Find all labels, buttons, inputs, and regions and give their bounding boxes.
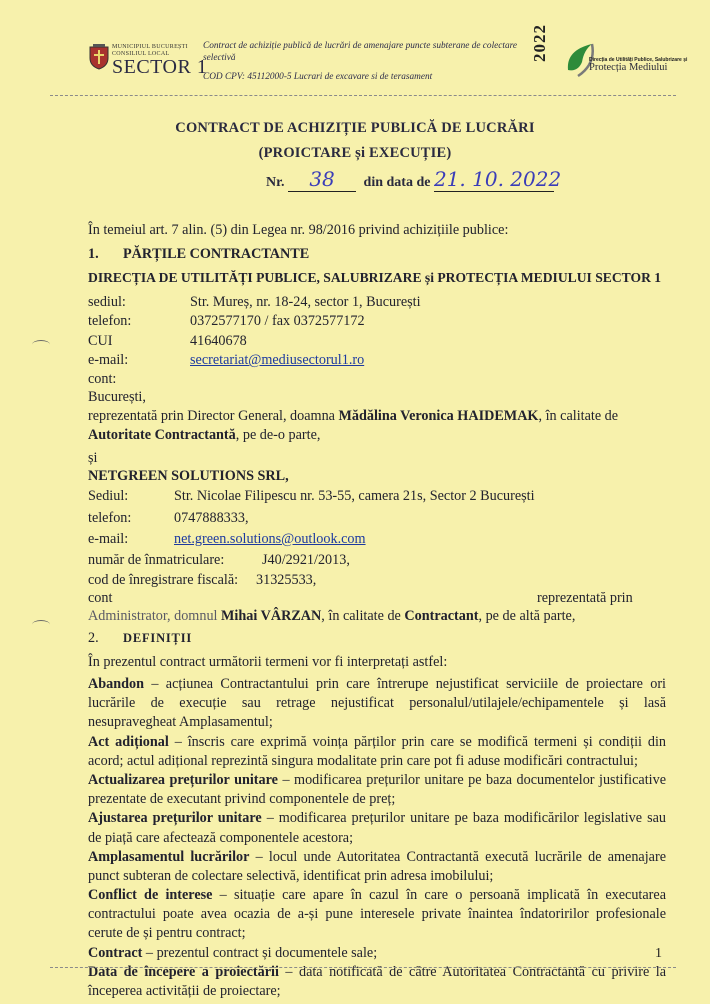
definition-term: Data de începere a proiectării	[88, 963, 279, 980]
definition-line: Act adițional – înscris care exprimă voința părților prin care se modifică termeni și condiții din	[88, 733, 666, 750]
contractor-address: Str. Nicolae Filipescu nr. 53-55, camera 21s, Sector 2 București	[174, 488, 535, 504]
contractor-label-telefon: telefon:	[88, 510, 132, 526]
definition-line: Data de începere a proiectării – data notificată de către Autoritatea Contractantă cu privire la	[88, 963, 666, 980]
contractor-representative	[88, 608, 575, 625]
cif-number: 31325533,	[256, 572, 317, 588]
definitions-list	[88, 675, 666, 1001]
authority-city: București,	[88, 389, 146, 405]
definition-line: Amplasamentul lucrărilor – locul unde Autoritatea Contractantă execută lucrările de amenajare	[88, 848, 666, 865]
rep-text: reprezentată prin Director General, doamna	[88, 408, 339, 424]
reg-number: J40/2921/2013,	[262, 552, 350, 568]
header-divider	[50, 95, 676, 96]
date-label: din data de	[363, 175, 431, 190]
section2-heading: DEFINIȚII	[123, 631, 193, 645]
authority-phone: 0372577170 / fax 0372577172	[190, 313, 365, 329]
footer-divider	[50, 967, 676, 968]
reg-label: număr de înmatriculare:	[88, 552, 225, 568]
contract-number-handwritten: 38	[288, 167, 356, 192]
definition-line: de piață care afectează componentele acestora;	[88, 829, 354, 846]
header-subject	[203, 40, 523, 83]
org-line-municipality: MUNICIPIUL BUCUREȘTI	[112, 44, 188, 50]
cif-label: cod de înregistrare fiscală:	[88, 572, 239, 588]
document-subtitle: (PROICTARE și EXECUȚIE)	[258, 145, 452, 161]
definition-line: punct subteran de colectare selectivă, identificat prin adresa imobilului;	[88, 867, 494, 884]
contract-date-handwritten: 21. 10. 2022	[433, 167, 562, 191]
coat-of-arms-icon	[88, 44, 110, 70]
admin-role: Contractant	[404, 608, 479, 624]
page-number: 1	[655, 946, 662, 961]
rep-text-post: , în calitate de	[538, 408, 619, 424]
admin-name: Mihai VÂRZAN	[221, 608, 322, 624]
authority-name: DIRECȚIA DE UTILITĂȚI PUBLICE, SALUBRIZARE și PROTECȚIA MEDIULUI SECTOR 1	[88, 270, 662, 285]
definition-line: acord; actul adițional reprezintă singura modalitate prin care pot fi aduse modificări contractului;	[88, 752, 638, 769]
definition-term: Abandon	[88, 676, 144, 692]
definition-line: Ajustarea prețurilor unitare – modificarea prețurilor unitare pe baza modificărilor legislative sau	[88, 810, 666, 827]
contractor-phone: 0747888333,	[174, 510, 249, 526]
authority-label-email: e-mail:	[88, 352, 129, 368]
section2-number: 2.	[88, 630, 99, 646]
punch-hole-mark	[32, 620, 50, 629]
definition-line: nesupravegheat Amplasamentul;	[88, 714, 273, 731]
definition-line: lucrările de execuție sau retrage nejustificat personalul/utilajele/echipamentele și lasă	[88, 695, 666, 712]
section1-heading: PĂRȚILE CONTRACTANTE	[123, 246, 310, 262]
definition-line: Contract – prezentul contract și documentele sale;	[88, 944, 378, 961]
authority-label-telefon: telefon:	[88, 313, 132, 329]
definition-line: prezentate de executant privind componentele de preț;	[88, 791, 396, 808]
definition-line: începerea activității de proiectare;	[88, 983, 281, 999]
authority-role-rest: , pe de-o parte,	[235, 427, 321, 443]
definitions-intro: În prezentul contract următorii termeni vor fi interpretați astfel:	[88, 654, 448, 670]
definition-term: Actualizarea prețurilor unitare	[88, 771, 278, 788]
header-logo-dupsmp	[562, 40, 688, 84]
contract-number-line	[266, 167, 562, 192]
nr-label: Nr.	[266, 175, 285, 190]
definition-line: Conflict de interese – situație care apare în cazul în care o persoană implicată în executarea	[88, 887, 666, 904]
contractor-label-sediul: Sediul:	[88, 488, 129, 504]
authority-label-cont: cont:	[88, 371, 117, 387]
section1-number: 1.	[88, 246, 99, 262]
logo-name: Protecția Mediului	[589, 62, 668, 73]
definition-line: cerute de și pentru contract;	[88, 925, 246, 942]
contractor-label-email: e-mail:	[88, 531, 129, 547]
definition-line: contractului poate avea ocazia de a-și pune interesele private înaintea îndatoririlor profesionale	[88, 906, 666, 923]
authority-cui: 41640678	[190, 333, 247, 349]
header-year: 2022	[530, 24, 549, 62]
logo-small-text: Direcția de Utilități Publice, Salubrizare și	[589, 57, 688, 63]
contractor-cont-label: cont	[88, 590, 113, 606]
authority-representative	[88, 408, 618, 425]
definition-line: Abandon – acțiunea Contractantului prin care întrerupe nejustificat serviciile de proiectare ori	[88, 676, 666, 692]
contractor-name: NETGREEN SOLUTIONS SRL,	[88, 468, 289, 484]
cpv-code: COD CPV: 45112000-5 Lucrari de excavare si de terasament	[203, 72, 433, 82]
authority-role	[88, 427, 320, 444]
definition-line: Actualizarea prețurilor unitare – modificarea prețurilor unitare pe baza documentelor justificative	[88, 771, 666, 788]
authority-label-sediul: sediul:	[88, 294, 126, 310]
definition-term: Contract	[88, 944, 143, 961]
document-title: CONTRACT DE ACHIZIȚIE PUBLICĂ DE LUCRĂRI	[175, 120, 535, 136]
definition-term: Act adițional	[88, 733, 169, 750]
subject-line: Contract de achiziție publică de lucrări de amenajare puncte subterane de colectare	[203, 41, 518, 51]
contractor-email-link[interactable]: net.green.solutions@outlook.com	[174, 531, 366, 547]
punch-hole-mark	[32, 340, 50, 349]
org-line-council: CONSILIUL LOCAL	[112, 51, 170, 57]
admin-mid: , în calitate de	[321, 608, 405, 624]
contractor-represented-by: reprezentată prin	[537, 590, 633, 606]
admin-post: , pe de altă parte,	[478, 608, 576, 624]
definition-term: Ajustarea prețurilor unitare	[88, 810, 262, 827]
subject-line-2: selectivă	[203, 53, 236, 63]
definition-term: Conflict de interese	[88, 887, 213, 904]
authority-email-link[interactable]: secretariat@mediusectorul1.ro	[190, 352, 365, 368]
legal-basis: În temeiul art. 7 alin. (5) din Legea nr. 98/2016 privind achizițiile publice:	[88, 222, 509, 238]
authority-address: Str. Mureș, nr. 18-24, sector 1, București	[190, 294, 421, 310]
org-sector: SECTOR 1	[112, 56, 208, 78]
authority-label-cui: CUI	[88, 333, 113, 349]
authority-role-term: Autoritate Contractantă	[88, 427, 236, 443]
and-word: și	[88, 450, 98, 466]
admin-text: Administrator, domnul	[88, 608, 222, 624]
definition-term: Amplasamentul lucrărilor	[88, 848, 250, 865]
rep-name: Mădălina Veronica HAIDEMAK	[338, 408, 539, 424]
